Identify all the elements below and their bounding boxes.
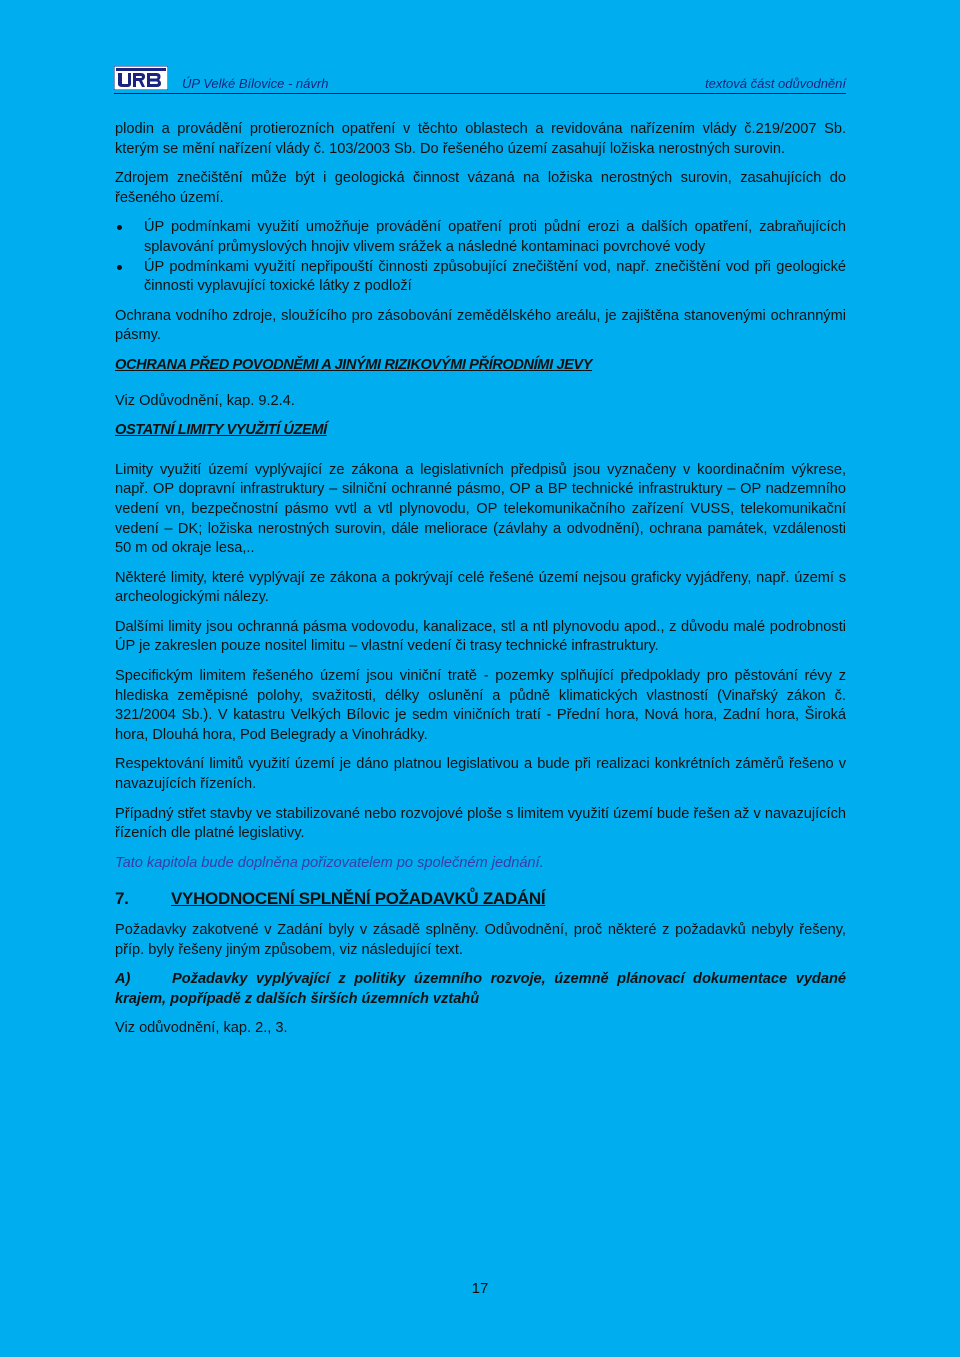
list-item-text: ÚP podmínkami využití nepřipouští činnosti způsobující znečištění vod, např. znečištění vod při geologické činnosti vyplavující toxické látky z podloží	[144, 258, 846, 295]
paragraph: Ochrana vodního zdroje, sloužícího pro zásobování zemědělského areálu, je zajištěna stanovenými ochrannými pásmy.	[115, 307, 846, 344]
subsection-label: A)	[115, 971, 131, 988]
paragraph: Zdrojem znečištění může být i geologická činnost vázaná na ložiska nerostných surovin, zasahujících do řešeného území.	[115, 170, 846, 206]
section-heading: OCHRANA PŘED POVODNĚMI A JINÝMI RIZIKOVÝMI PŘÍRODNÍMI JEVY	[115, 356, 593, 373]
page-number: 17	[471, 1280, 489, 1297]
bullet-icon	[117, 265, 122, 270]
chapter-heading	[115, 889, 846, 909]
paragraph: plodin a provádění protierozních opatření v těchto oblastech a revidována nařízením vlády č.219/2007 Sb. kterým se mění nařízení vlády č. 103/2003 Sb. Do řešeného území zasahují ložiska nerostných surovin.	[115, 121, 846, 157]
subsection-heading	[115, 970, 846, 1009]
list-item	[115, 258, 846, 297]
paragraph: Dalšími limity jsou ochranná pásma vodovodu, kanalizace, stl a ntl plynovodu apod., z důvodu malé podrobnosti ÚP je zakreslen pouze nositel limitu – vlastní vedení či trasy technické infrastruktury.	[115, 618, 846, 655]
paragraph: Respektování limitů využití území je dáno platnou legislativou a bude při realizaci konkrétních záměrů řešeno v navazujících řízeních.	[115, 756, 846, 793]
section-heading: OSTATNÍ LIMITY VYUŽITÍ ÚZEMÍ	[115, 422, 327, 439]
editor-note: Tato kapitola bude doplněna pořizovatelem po společném jednání.	[115, 854, 544, 871]
list-item	[115, 218, 846, 257]
paragraph: Některé limity, které vyplývají ze zákona a pokrývají celé řešené území nejsou graficky vyjádřeny, např. území s archeologickými nálezy.	[115, 569, 846, 606]
header-title: ÚP Velké Bílovice - návrh	[182, 76, 329, 91]
subsection-title: Požadavky vyplývající z politiky územního rozvoje, územně plánovací dokumentace vydané krajem, popřípadě z dalších širších územních vztahů	[115, 971, 846, 1007]
paragraph: Viz Odůvodnění, kap. 9.2.4.	[115, 392, 295, 409]
chapter-number: 7.	[115, 889, 129, 909]
urb-logo	[114, 66, 168, 90]
list-item-text: ÚP podmínkami využití umožňuje provádění opatření proti půdní erozi a dalších opatření, zabraňujících splavování průmyslových hnojiv vlivem srážek a následné kontaminaci povrchové vody	[144, 219, 846, 255]
paragraph: Případný střet stavby ve stabilizované nebo rozvojové ploše s limitem využití území bude řešen až v navazujících řízeních dle platné legislativy.	[115, 805, 846, 842]
paragraph: Limity využití území vyplývající ze zákona a legislativních předpisů jsou vyznačeny v koordinačním výkrese, např. OP dopravní infrastruktury – silniční ochranné pásmo, OP a BP technické infrastruktury – OP nadzemního vedení vn, bezpečnostní pásmo vvtl a vtl plynovodu, OP telekomunikačního zařízení VUSS, telekomunikační vedení – DK; ložiska nerostných surovin, dále meliorace (závlahy a odvodnění), ochrana památek, vzdálenosti 50 m od okraje lesa,..	[115, 461, 846, 557]
page-header	[114, 64, 846, 94]
paragraph: Viz odůvodnění, kap. 2., 3.	[115, 1020, 288, 1037]
document-body	[115, 120, 846, 1039]
paragraph: Požadavky zakotvené v Zadání byly v zásadě splněny. Odůvodnění, proč některé z požadavků nebyly řešeny, příp. byly řešeny jiným způsobem, viz následující text.	[115, 922, 846, 958]
header-section-label: textová část odůvodnění	[705, 76, 846, 91]
chapter-title: VYHODNOCENÍ SPLNĚNÍ POŽADAVKŮ ZADÁNÍ	[171, 889, 546, 909]
bullet-icon	[117, 225, 122, 230]
bullet-list	[115, 218, 846, 296]
paragraph: Specifickým limitem řešeného území jsou viniční tratě - pozemky splňující předpoklady pro pěstování révy z hlediska zeměpisné polohy, svažitosti, délky oslunění a půdně klimatických vlastností (Vinařský zákon č. 321/2004 Sb.). V katastru Velkých Bílovic je sedm viničních tratí - Přední hora, Nová hora, Zadní hora, Široká hora, Dlouhá hora, Pod Belegrady a Vinohrádky.	[115, 668, 846, 743]
header-rule	[114, 93, 846, 94]
